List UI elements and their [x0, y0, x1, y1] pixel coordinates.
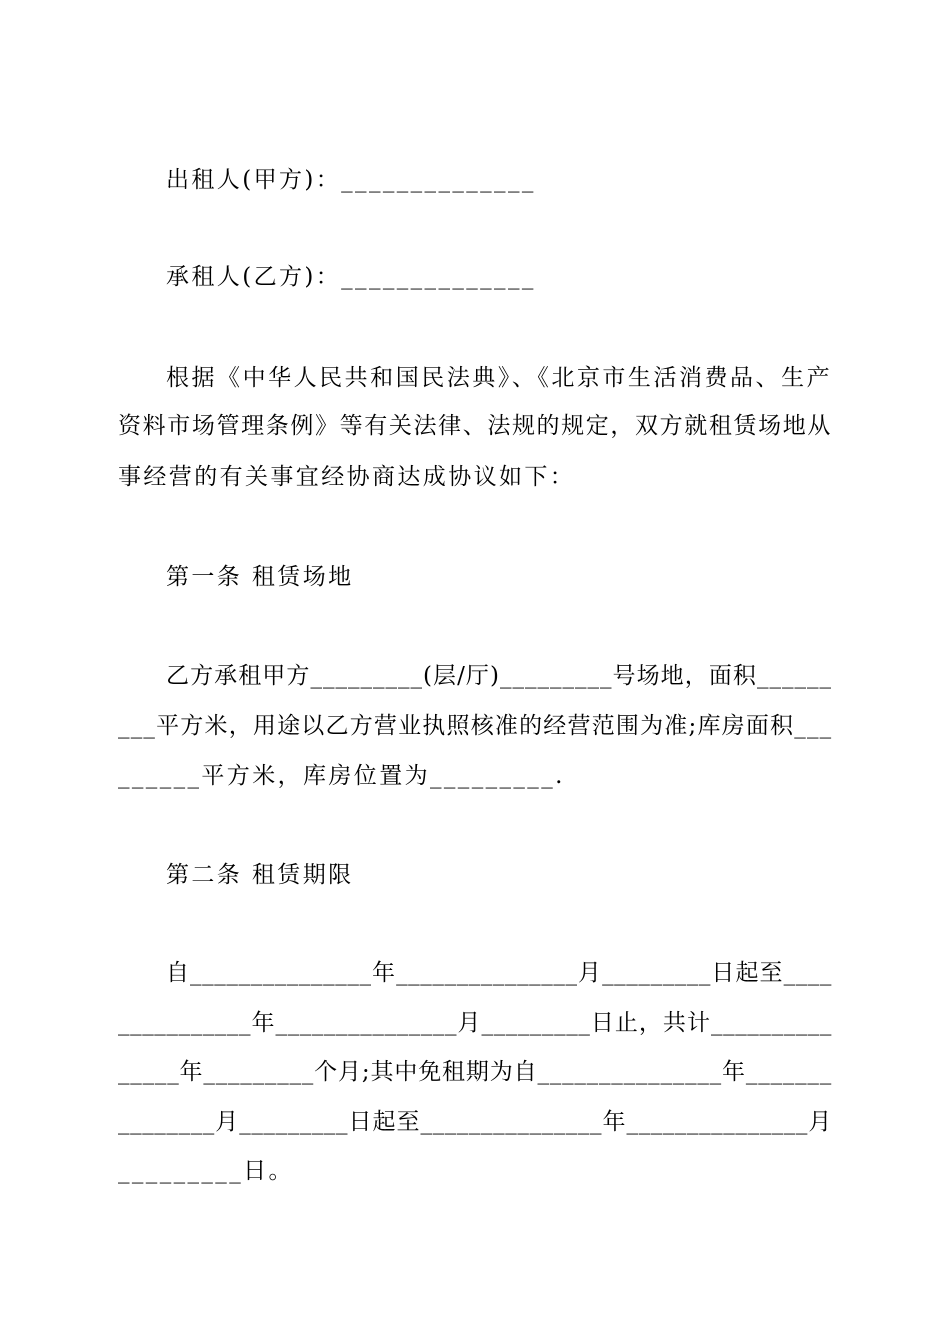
- article-1-line-2: ___平方米，用途以乙方营业执照核准的经营范围为准;库房面积___: [118, 713, 833, 739]
- article-2-line-1: 自_______________年_______________月_________日起至____: [166, 960, 832, 986]
- article-1-line-1: 乙方承租甲方_________(层/厅)_________号场地，面积______: [166, 663, 832, 689]
- party-a-line: 出租人(甲方)：______________: [166, 167, 536, 193]
- article-2-title: 第二条 租赁期限: [166, 862, 354, 888]
- article-2-line-3: _____年_________个月;其中免租期为自_______________年_______: [118, 1059, 832, 1085]
- preamble-line-3: 事经营的有关事宜经协商达成协议如下：: [118, 464, 576, 490]
- party-b-line: 承租人(乙方)：______________: [166, 264, 536, 290]
- article-1-title: 第一条 租赁场地: [166, 564, 354, 590]
- article-1-line-3: ______平方米，库房位置为_________.: [118, 763, 565, 789]
- article-2-line-5: _________日。: [118, 1158, 294, 1184]
- preamble-line-2: 资料市场管理条例》等有关法律、法规的规定，双方就租赁场地从: [118, 413, 832, 439]
- article-2-line-2: ___________年_______________月_________日止，共计__________: [118, 1010, 832, 1036]
- article-2-line-4: ________月_________日起至_______________年_______________月: [118, 1109, 832, 1135]
- preamble-line-1: 根据《中华人民共和国民法典》、《北京市生活消费品、生产: [166, 365, 832, 391]
